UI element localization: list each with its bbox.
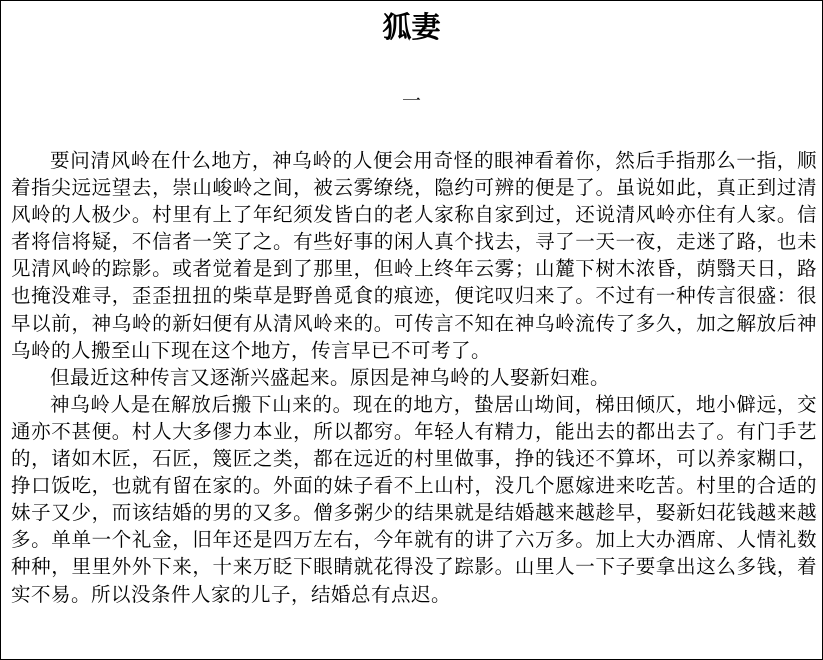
document-body <box>11 147 817 608</box>
paragraph-2: 但最近这种传言又逐渐兴盛起来。原因是神乌岭的人娶新妇难。 <box>50 365 611 389</box>
paragraph-3: 神乌岭人是在解放后搬下山来的。现在的地方，蛰居山坳间，梯田倾仄，地小僻远，交通亦不甚便。村人大多僇力本业，所以都穷。年轻人有精力，能出去的都出去了。有门手艺的，诸如木匠，石匠，篾匠之类，都在远近的村里做事，挣的钱还不算坏，可以养家糊口，挣口饭吃，也就有留在家的。外面的妹子看不上山村，没几个愿嫁进来吃苦。村里的合适的妹子又少，而该结婚的男的又多。僧多粥少的结果就是结婚越来越趁早，娶新妇花钱越来越多。单单一个礼金，旧年还是四万左右，今年就有的讲了六万多。加上大办酒席、人情礼数种种，里里外外下来，十来万眨下眼睛就花得没了踪影。山里人一下子要拿出这么多钱，着实不易。所以没条件人家的儿子，结婚总有点迟。 <box>11 392 817 606</box>
document-title: 狐妻 <box>382 10 441 44</box>
chapter-heading: 一 <box>401 90 421 112</box>
paragraph-1: 要问清风岭在什么地方，神乌岭的人便会用奇怪的眼神看着你，然后手指那么一指，顺着指尖远远望去，崇山峻岭之间，被云雾缭绕，隐约可辨的便是了。虽说如此，真正到过清风岭的人极少。村里有上了年纪须发皆白的老人家称自家到过，还说清风岭亦住有人家。信者将信将疑，不信者一笑了之。有些好事的闲人真个找去，寻了一天一夜，走迷了路，也未见清风岭的踪影。或者觉着是到了那里，但岭上终年云雾；山麓下树木浓昏，荫翳天日，路也掩没难寻，歪歪扭扭的柴草是野兽觅食的痕迹，便诧叹归来了。不过有一种传言很盛：很早以前，神乌岭的新妇便有从清风岭来的。可传言不知在神乌岭流传了多久，加之解放后神乌岭的人搬至山下现在这个地方，传言早已不可考了。 <box>11 149 817 362</box>
